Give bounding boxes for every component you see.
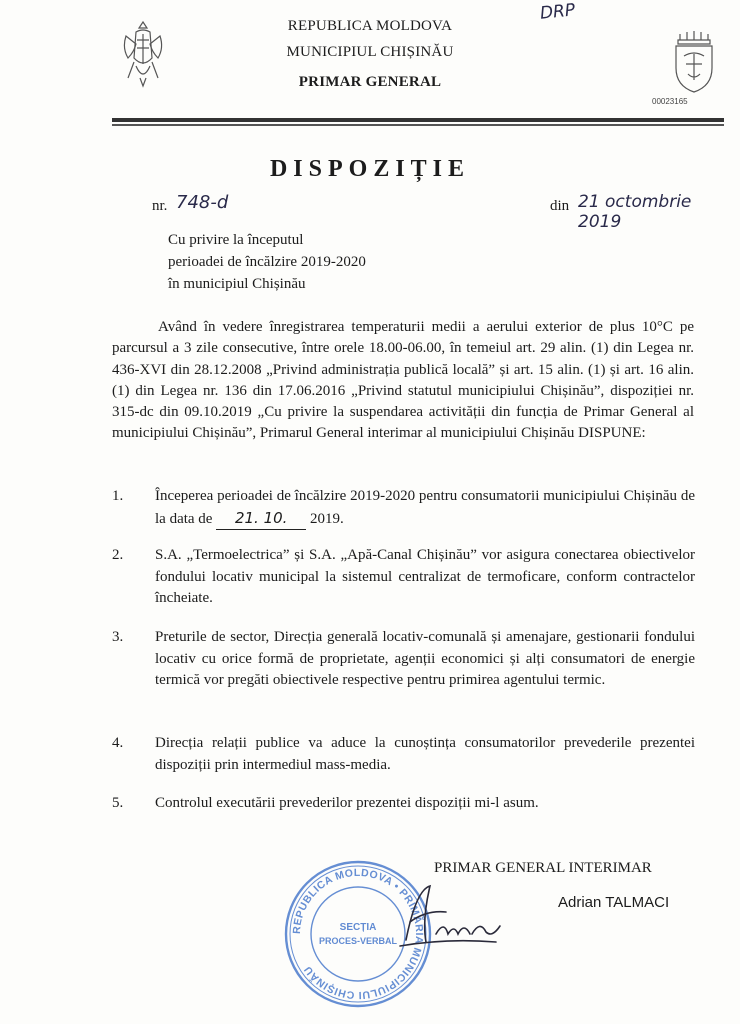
start-date-fill: 21. 10.: [216, 508, 306, 531]
document-title: DISPOZIȚIE: [269, 156, 471, 182]
signatory-title: PRIMAR GENERAL INTERIMAR: [434, 860, 652, 876]
list-item: [112, 627, 694, 717]
item-number: 5.: [112, 795, 124, 811]
subject-line: perioadei de încălzire 2019-2020: [168, 254, 366, 270]
signatory-name: Adrian TALMACI: [558, 894, 670, 911]
item-number: 3.: [112, 629, 124, 645]
header-municipality: MUNICIPIUL CHIȘINĂU: [286, 44, 454, 60]
svg-text:REPUBLICA MOLDOVA • PRIMĂRIA M: REPUBLICA MOLDOVA • PRIMĂRIA MUNICIPIULUI CHIȘINĂU: [290, 866, 426, 1002]
list-item: [112, 793, 694, 815]
item-text-part: Începerea perioadei de încălzire 2019-2020 pentru consumatorii municipiului Chișinău de la data de: [155, 488, 695, 527]
item-text-part: 2019.: [306, 510, 344, 527]
subject-line: în municipiul Chișinău: [168, 276, 306, 292]
header-country: REPUBLICA MOLDOVA: [287, 18, 453, 34]
preamble-paragraph: Având în vedere înregistrarea temperaturii medii a aerului exterior de plus 10°C pe parcursul a 3 zile consecutive, între orele 18.00-06.00, în temeiul art. 29 alin. (1) din Legea nr. 436-XVI din 28.12.2008 „Privind administrația publică locală” și art. 15 alin. (1) și art. 16 alin. (1) din Legea nr. 136 din 17.06.2016 „Privind statutul municipiului Chișinău”, dispoziției nr. 315-dc din 09.10.2019 „Cu privire la suspendarea activității din funcția de Primar General al municipiului Chișinău”, Primarul General interimar al municipiului Chișinău DISPUNE:: [112, 319, 694, 442]
date-value: 21 octombrie 2019: [578, 192, 692, 232]
item-text: [155, 486, 695, 530]
list-item: [112, 486, 694, 530]
list-item: [112, 545, 694, 611]
svg-text:SECȚIA: SECȚIA: [339, 922, 377, 933]
date-label: din: [550, 198, 570, 214]
item-text: Preturile de sector, Direcția generală locativ-comunală și amenajare, gestionarii fondului locativ cu orice formă de proprietate, agenții economici și alți consumatori de energie termică vor pregăti obiectivele respective pentru primirea agentului termic.: [155, 629, 695, 688]
number-value: 748-d: [176, 192, 229, 213]
svg-text:PROCES-VERBAL: PROCES-VERBAL: [318, 936, 398, 946]
number-label: nr.: [152, 198, 168, 214]
header-rule-thin: [112, 124, 724, 126]
handwritten-note: DRP: [539, 0, 577, 24]
item-number: 2.: [112, 547, 124, 563]
item-number: 4.: [112, 735, 124, 751]
subject-line: Cu privire la începutul: [168, 232, 304, 248]
item-number: 1.: [112, 488, 124, 504]
handwritten-signature: [396, 880, 506, 960]
header-rule-thick: [112, 118, 724, 122]
serial-number: 00023165: [652, 97, 688, 106]
item-text: Controlul executării prevederilor prezentei dispoziții mi-l asum.: [155, 795, 539, 811]
header-office: PRIMAR GENERAL: [298, 74, 442, 90]
list-item: [112, 733, 694, 777]
item-text: Direcția relații publice va aduce la cunoștința consumatorilor prevederile prezentei dispoziții prin intermediul mass-media.: [155, 735, 695, 773]
item-text: S.A. „Termoelectrica” și S.A. „Apă-Canal Chișinău” vor asigura conectarea obiectivelor fondului locativ municipal la sistemul centralizat de termoficare, conform contractelor încheiate.: [155, 547, 695, 606]
